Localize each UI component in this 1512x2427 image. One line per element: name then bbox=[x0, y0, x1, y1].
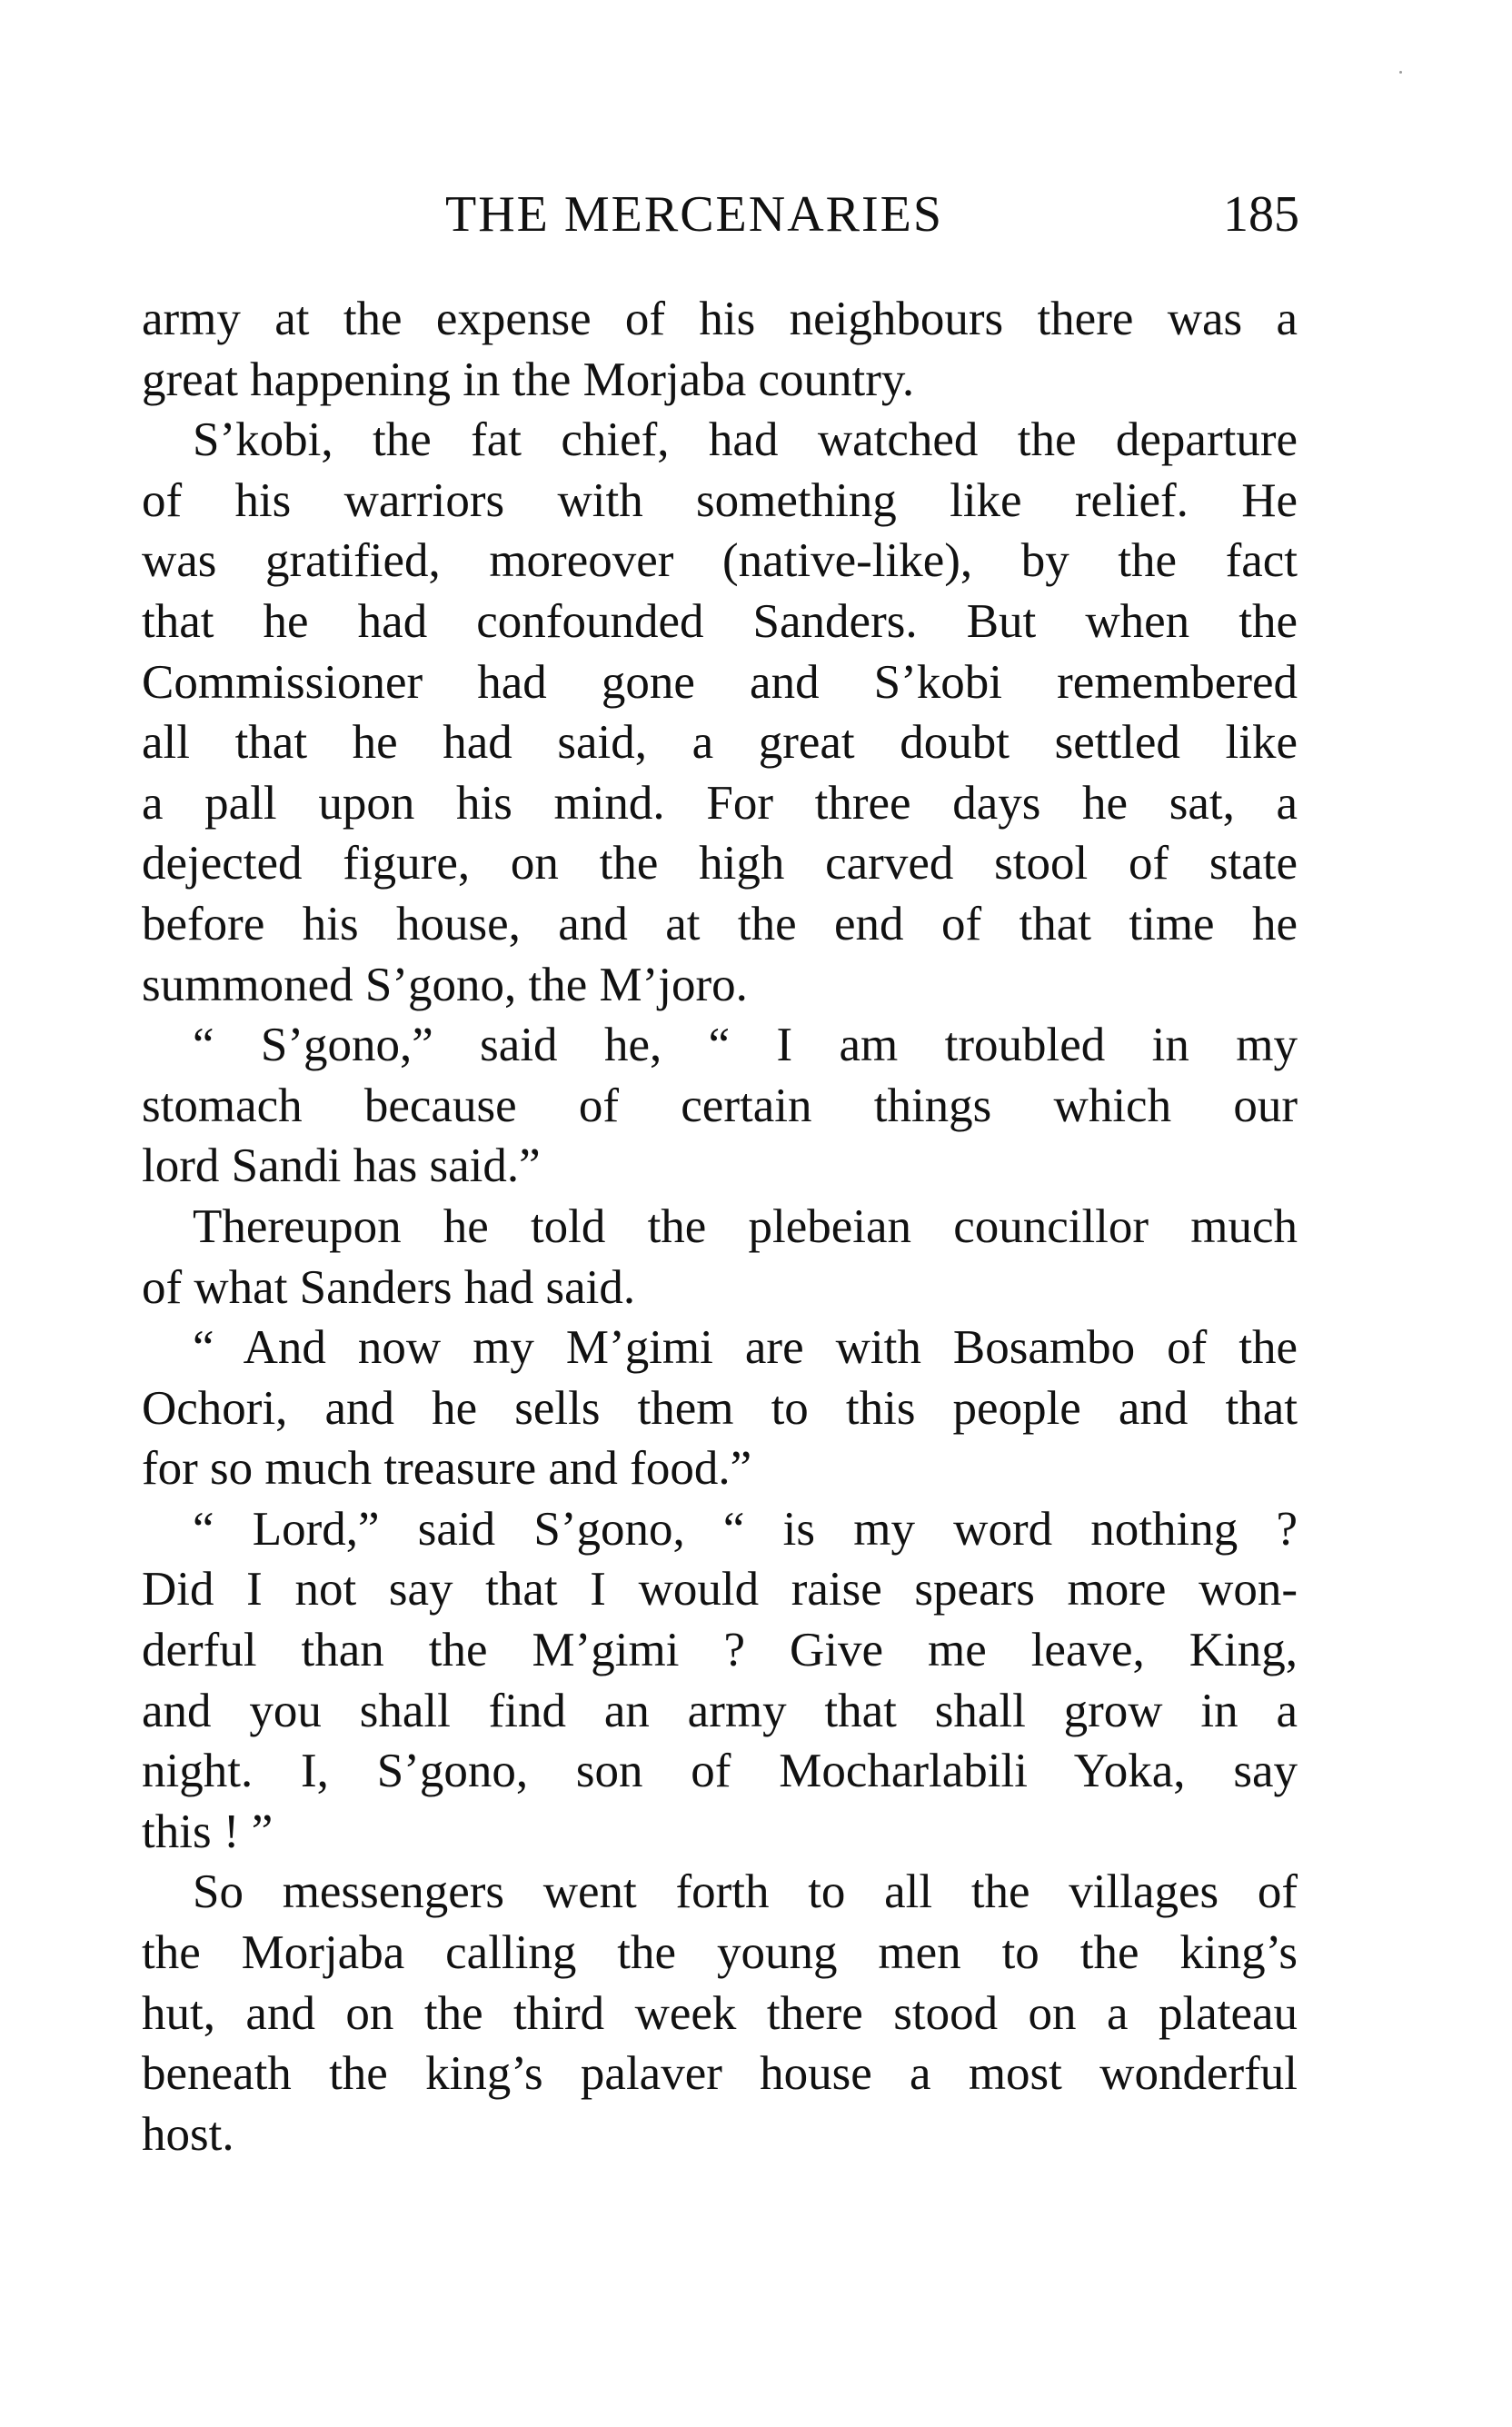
text-line: host. bbox=[142, 2107, 234, 2161]
body-text bbox=[142, 289, 1298, 2164]
text-line: before his house, and at the end of that time he bbox=[142, 897, 1298, 950]
text-line: S’kobi, the fat chief, had watched the departure bbox=[193, 413, 1298, 467]
text-line: Ochori, and he sells them to this people and that bbox=[142, 1381, 1298, 1435]
text-line: “ And now my M’gimi are with Bosambo of the bbox=[193, 1321, 1298, 1375]
text-line: night. I, S’gono, son of Mocharlabili Yoka, say bbox=[142, 1745, 1298, 1798]
text-line: of his warriors with something like relief. He bbox=[142, 473, 1298, 527]
text-line: all that he had said, a great doubt settled like bbox=[142, 716, 1298, 770]
text-line: lord Sandi has said.” bbox=[142, 1139, 541, 1193]
text-line: Commissioner had gone and S’kobi remembered bbox=[142, 655, 1298, 709]
text-line: of what Sanders had said. bbox=[142, 1260, 636, 1314]
text-line: So messengers went forth to all the villages of bbox=[193, 1865, 1298, 1919]
text-line: “ S’gono,” said he, “ I am troubled in my bbox=[193, 1019, 1298, 1072]
text-line: that he had confounded Sanders. But when the bbox=[142, 594, 1298, 648]
text-line: derful than the M’gimi ? Give me leave, King, bbox=[142, 1624, 1298, 1677]
page-number: 185 bbox=[1223, 186, 1299, 243]
paper-speck bbox=[1399, 71, 1402, 74]
text-line: army at the expense of his neighbours there was a bbox=[142, 293, 1298, 345]
text-line: Did I not say that I would raise spears more won- bbox=[142, 1563, 1298, 1616]
text-line: Thereupon he told the plebeian councillor much bbox=[193, 1199, 1298, 1253]
text-line: beneath the king’s palaver house a most wonderful bbox=[142, 2047, 1298, 2101]
running-title: THE MERCENARIES bbox=[445, 186, 943, 243]
text-line: “ Lord,” said S’gono, “ is my word nothing ? bbox=[193, 1502, 1298, 1556]
text-line: a pall upon his mind. For three days he sat, a bbox=[142, 776, 1298, 830]
text-line: for so much treasure and food.” bbox=[142, 1442, 752, 1496]
text-line: summoned S’gono, the M’joro. bbox=[142, 958, 748, 1011]
text-line: dejected figure, on the high carved stool of state bbox=[142, 837, 1298, 890]
text-line: hut, and on the third week there stood on a plateau bbox=[142, 1986, 1298, 2040]
text-line: stomach because of certain things which our bbox=[142, 1079, 1298, 1132]
text-line: the Morjaba calling the young men to the king’s bbox=[142, 1926, 1298, 1980]
running-head bbox=[145, 178, 1299, 251]
text-line: and you shall find an army that shall grow in a bbox=[142, 1684, 1298, 1737]
text-line: great happening in the Morjaba country. bbox=[142, 353, 915, 406]
text-line: this ! ” bbox=[142, 1805, 274, 1858]
text-line: was gratified, moreover (native-like), by the fact bbox=[142, 534, 1298, 588]
